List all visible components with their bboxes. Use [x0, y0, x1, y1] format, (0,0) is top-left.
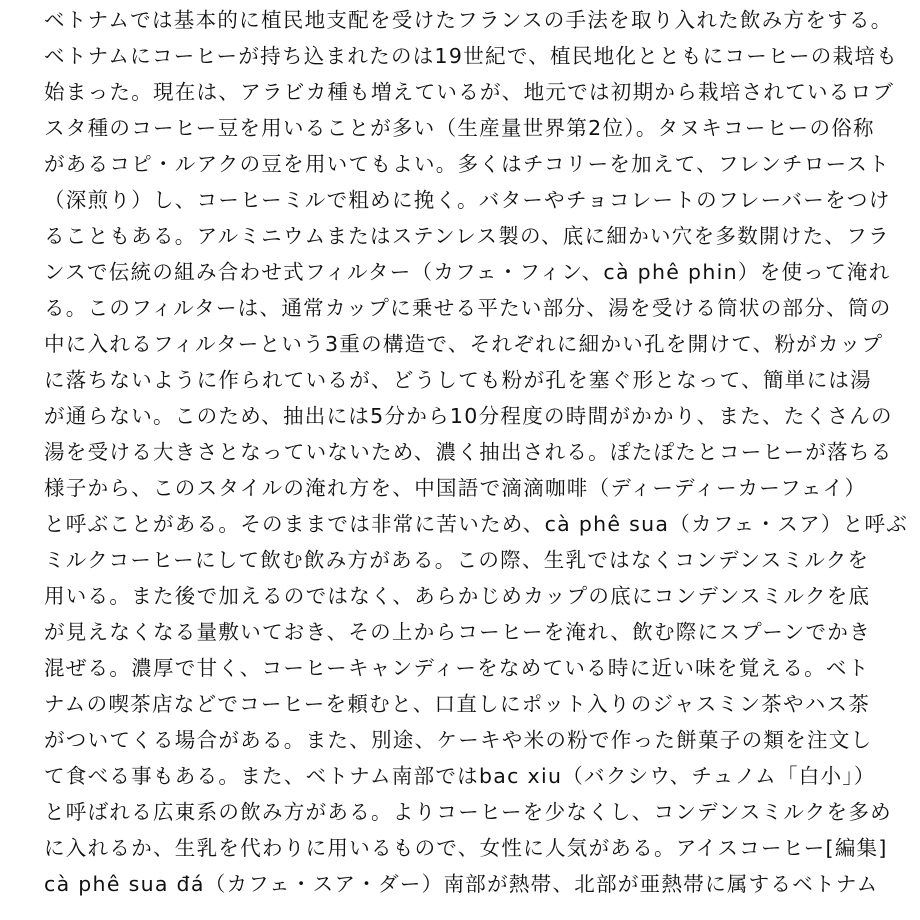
text-line: と呼ばれる広東系の飲み方がある。よりコーヒーを少なくし、コンデンスミルクを多め — [44, 800, 892, 824]
text-line: ミルクコーヒーにして飲む飲み方がある。この際、生乳ではなくコンデンスミルクを — [44, 548, 870, 572]
text-line: 用いる。また後で加えるのではなく、あらかじめカップの底にコンデンスミルクを底 — [44, 584, 871, 608]
text-line: ンスで伝統の組み合わせ式フィルター（カフェ・フィン、cà phê phin）を使って淹れ — [44, 260, 891, 284]
text-line: がついてくる場合がある。また、別途、ケーキや米の粉で作った餅菓子の類を注文し — [44, 728, 873, 752]
text-line: cà phê sua đá（カフェ・スア・ダー）南部が熱帯、北部が亜熱帯に属するベトナム — [44, 872, 879, 896]
text-line: に入れるか、生乳を代わりに用いるもので、女性に人気がある。アイスコーヒー[編集] — [44, 836, 888, 860]
text-line: る。このフィルターは、通常カップに乗せる平たい部分、湯を受ける筒状の部分、筒の — [44, 296, 892, 320]
text-line: ベトナムにコーヒーが持ち込まれたのは19世紀で、植民地化とともにコーヒーの栽培も — [44, 44, 899, 68]
text-line: 中に入れるフィルターという3重の構造で、それぞれに細かい孔を開けて、粉がカップ — [44, 332, 884, 356]
text-line: が見えなくなる量敷いておき、その上からコーヒーを淹れ、飲む際にスプーンでかき — [44, 620, 871, 644]
text-line: ナムの喫茶店などでコーヒーを頼むと、口直しにポット入りのジャスミン茶やハス茶 — [44, 692, 871, 716]
text-line: て食べる事もある。また、ベトナム南部ではbac xiu（バクシウ、チュノム「白小」） — [44, 764, 876, 788]
text-line: 始まった。現在は、アラビカ種も増えているが、地元では初期から栽培されているロブ — [44, 80, 895, 104]
text-line: 湯を受ける大きさとなっていないため、濃く抽出される。ぽたぽたとコーヒーが落ちる — [44, 440, 893, 464]
text-line: があるコピ・ルアクの豆を用いてもよい。多くはチコリーを加えて、フレンチロースト — [44, 152, 890, 176]
text-line: （深煎り）し、コーヒーミルで粗めに挽く。バターやチョコレートのフレーバーをつけ — [44, 188, 891, 212]
text-line: が通らない。このため、抽出には5分から10分程度の時間がかかり、また、たくさんの — [44, 404, 893, 428]
text-line: ることもある。アルミニウムまたはステンレス製の、底に細かい穴を多数開けた、フラ — [44, 224, 890, 248]
text-line: に落ちないように作られているが、どうしても粉が孔を塞ぐ形となって、簡単には湯 — [44, 368, 872, 392]
text-line: スタ種のコーヒー豆を用いることが多い（生産量世界第2位）。タヌキコーヒーの俗称 — [44, 116, 875, 140]
text-line: 混ぜる。濃厚で甘く、コーヒーキャンディーをなめている時に近い味を覚える。ベト — [44, 656, 870, 680]
text-line: 様子から、このスタイルの淹れ方を、中国語で滴滴咖啡（ディーディーカーフェイ） — [44, 476, 867, 500]
text-line: と呼ぶことがある。そのままでは非常に苦いため、cà phê sua（カフェ・スア）と呼ぶ — [44, 512, 909, 536]
text-line: ベトナムでは基本的に植民地支配を受けたフランスの手法を取り入れた飲み方をする。 — [44, 8, 893, 32]
